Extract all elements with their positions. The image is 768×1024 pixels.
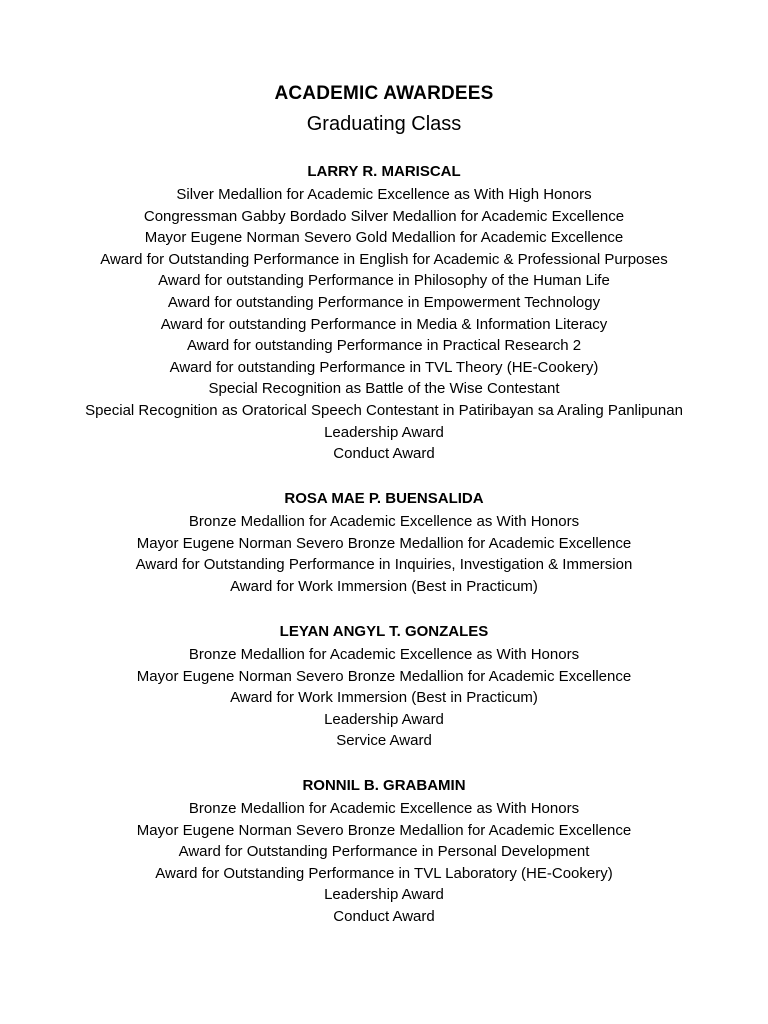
award-item: Award for Outstanding Performance in English for Academic & Professional Purposes xyxy=(100,250,668,268)
award-item: Award for Outstanding Performance in Personal Development xyxy=(178,843,590,861)
award-item: Silver Medallion for Academic Excellence as With High Honors xyxy=(176,186,592,203)
award-list xyxy=(0,798,768,928)
award-item: Leadership Award xyxy=(324,886,444,904)
award-item: Conduct Award xyxy=(333,445,435,463)
award-item: Conduct Award xyxy=(333,907,435,925)
award-list xyxy=(0,184,768,465)
award-item: Bronze Medallion for Academic Excellence as With Honors xyxy=(188,646,580,663)
award-item: Mayor Eugene Norman Severo Bronze Medallion for Academic Excellence xyxy=(136,667,632,685)
awardee-name: LEYAN ANGYL T. GONZALES xyxy=(279,623,489,640)
award-item: Bronze Medallion for Academic Excellence as With Honors xyxy=(188,513,580,530)
award-item: Award for outstanding Performance in TVL Theory (HE-Cookery) xyxy=(169,358,599,376)
awardee-section xyxy=(0,488,768,597)
award-item: Leadership Award xyxy=(324,710,444,728)
awardee-name: ROSA MAE P. BUENSALIDA xyxy=(284,490,484,507)
award-item: Award for outstanding Performance in Empowerment Technology xyxy=(167,293,601,311)
award-item: Leadership Award xyxy=(324,423,444,441)
award-item: Service Award xyxy=(336,732,432,750)
award-item: Special Recognition as Oratorical Speech Contestant in Patiribayan sa Araling Panlipunan xyxy=(85,401,683,419)
award-item: Congressman Gabby Bordado Silver Medallion for Academic Excellence xyxy=(143,207,625,225)
award-item: Mayor Eugene Norman Severo Gold Medallion for Academic Excellence xyxy=(144,229,624,247)
award-item: Mayor Eugene Norman Severo Bronze Medallion for Academic Excellence xyxy=(136,821,632,839)
award-item: Award for Outstanding Performance in TVL Laboratory (HE-Cookery) xyxy=(155,864,613,882)
award-list xyxy=(0,511,768,597)
award-item: Special Recognition as Battle of the Wise Contestant xyxy=(208,380,560,398)
awardee-name: RONNIL B. GRABAMIN xyxy=(302,777,466,794)
award-item: Award for Outstanding Performance in Inquiries, Investigation & Immersion xyxy=(135,556,633,574)
award-item: Award for outstanding Performance in Practical Research 2 xyxy=(186,337,582,355)
awardee-section xyxy=(0,621,768,752)
award-item: Bronze Medallion for Academic Excellence as With Honors xyxy=(188,800,580,817)
award-item: Mayor Eugene Norman Severo Bronze Medallion for Academic Excellence xyxy=(136,534,632,552)
awardee-section xyxy=(0,161,768,465)
awardee-name: LARRY R. MARISCAL xyxy=(307,163,461,180)
award-item: Award for outstanding Performance in Philosophy of the Human Life xyxy=(158,272,610,290)
award-item: Award for outstanding Performance in Media & Information Literacy xyxy=(160,315,608,333)
award-item: Award for Work Immersion (Best in Practicum) xyxy=(230,577,538,595)
document-title: ACADEMIC AWARDEES xyxy=(274,83,494,104)
awardee-section xyxy=(0,775,768,928)
award-list xyxy=(0,644,768,752)
document-subtitle: Graduating Class xyxy=(306,113,462,135)
award-item: Award for Work Immersion (Best in Practicum) xyxy=(230,689,538,707)
